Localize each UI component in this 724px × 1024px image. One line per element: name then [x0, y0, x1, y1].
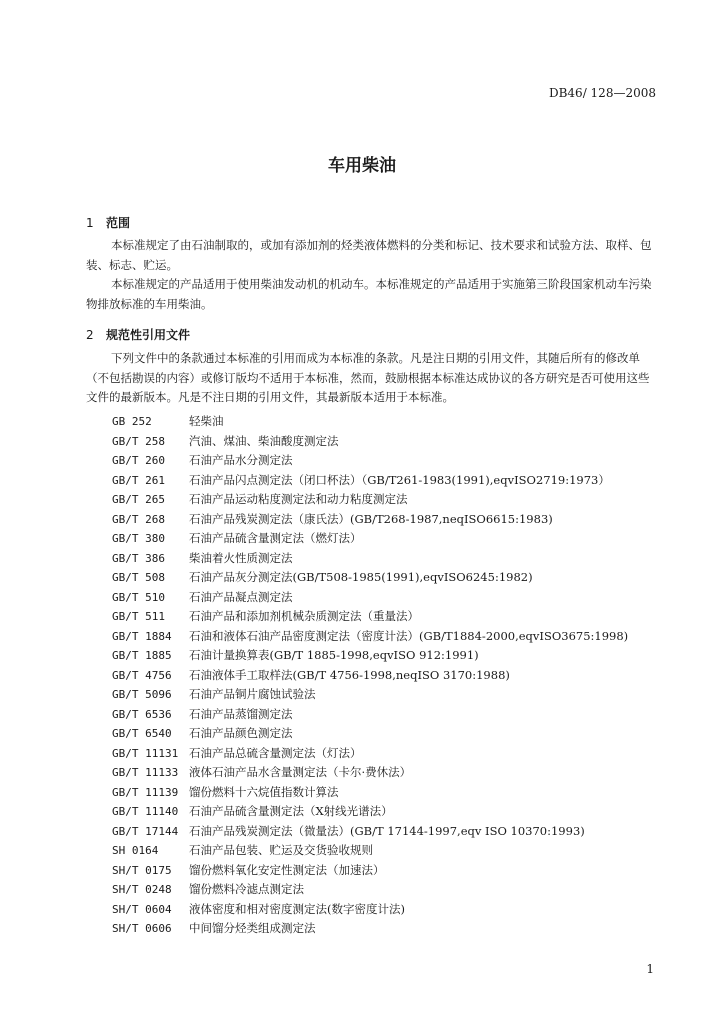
section-1-paragraph-2: 本标准规定的产品适用于使用柴油发动机的机动车。本标准规定的产品适用于实施第三阶段国家机动车污染物排放标准的车用柴油。	[86, 277, 652, 311]
page-number: 1	[646, 962, 654, 976]
reference-row	[112, 510, 672, 530]
reference-list	[112, 412, 672, 939]
reference-row	[112, 412, 672, 432]
section-1-title: 范围	[106, 216, 131, 230]
reference-title: 石油液体手工取样法(GB/T 4756-1998,neqISO 3170:1988)	[189, 667, 510, 682]
reference-row	[112, 627, 672, 647]
reference-code: SH/T 0175	[112, 863, 172, 877]
section-1-heading	[86, 214, 130, 231]
page-title: 车用柴油	[328, 156, 396, 176]
reference-title: 柴油着火性质测定法	[189, 550, 293, 565]
section-2-heading	[86, 326, 190, 343]
reference-code: GB/T 4756	[112, 668, 172, 682]
reference-title: 轻柴油	[189, 414, 224, 428]
reference-title: 石油产品颜色测定法	[189, 726, 293, 740]
reference-title: 馏份燃料冷滤点测定法	[189, 882, 304, 896]
section-2-paragraph: 下列文件中的条款通过本标准的引用而成为本标准的条款。凡是注日期的引用文件，其随后所有的修改单（不包括勘误的内容）或修订版均不适用于本标准，然而，鼓励根据本标准达成协议的各方研究是否可使用这些文件的最新版本。凡是不注日期的引用文件，其最新版本适用于本标准。	[86, 351, 650, 404]
reference-row	[112, 900, 672, 920]
reference-title: 馏份燃料氧化安定性测定法（加速法）	[189, 862, 385, 877]
reference-row	[112, 451, 672, 471]
reference-row	[112, 549, 672, 569]
section-2-title: 规范性引用文件	[106, 328, 191, 342]
reference-code: SH 0164	[112, 844, 159, 857]
reference-row	[112, 432, 672, 452]
reference-row	[112, 490, 672, 510]
reference-title: 石油产品灰分测定法(GB/T508-1985(1991),eqvISO6245:1982)	[189, 570, 533, 584]
reference-title: 中间馏分烃类组成测定法	[189, 921, 316, 935]
reference-code: GB/T 380	[112, 532, 165, 545]
reference-code: GB/T 6540	[112, 727, 172, 740]
reference-title: 石油计量换算表(GB/T 1885-1998,eqvISO 912:1991)	[189, 648, 479, 662]
reference-title: 石油产品蒸馏测定法	[189, 706, 293, 721]
reference-code: GB/T 261	[112, 473, 165, 487]
reference-row	[112, 763, 672, 783]
reference-row	[112, 471, 672, 491]
reference-title: 石油和液体石油产品密度测定法（密度计法）(GB/T1884-2000,eqvISO3675:1998)	[189, 628, 629, 643]
reference-row	[112, 685, 672, 705]
reference-row	[112, 861, 672, 881]
reference-code: GB/T 11140	[112, 805, 179, 818]
reference-code: GB/T 265	[112, 493, 165, 506]
reference-title: 石油产品凝点测定法	[189, 589, 293, 604]
reference-code: SH/T 0606	[112, 922, 172, 935]
reference-row	[112, 666, 672, 686]
reference-title: 石油产品硫含量测定法（X射线光谱法）	[189, 804, 393, 818]
reference-title: 石油产品残炭测定法（微量法）(GB/T 17144-1997,eqv ISO 10370:1993)	[189, 823, 585, 838]
reference-code: GB/T 1884	[112, 629, 172, 643]
reference-row	[112, 880, 672, 900]
reference-row	[112, 705, 672, 725]
reference-code: GB/T 6536	[112, 707, 172, 721]
reference-row	[112, 646, 672, 666]
reference-row	[112, 529, 672, 549]
reference-row	[112, 568, 672, 588]
reference-code: GB/T 1885	[112, 649, 172, 662]
reference-title: 石油产品残炭测定法（康氏法）(GB/T268-1987,neqISO6615:1983)	[189, 511, 553, 526]
reference-row	[112, 919, 672, 939]
reference-title: 液体石油产品水含量测定法（卡尔·费休法）	[189, 765, 412, 779]
reference-code: GB/T 510	[112, 590, 165, 604]
reference-title: 石油产品铜片腐蚀试验法	[189, 687, 316, 701]
reference-title: 石油产品总硫含量测定法（灯法）	[189, 745, 362, 760]
reference-code: GB/T 511	[112, 610, 165, 623]
reference-row	[112, 802, 672, 822]
reference-code: GB/T 11133	[112, 766, 179, 779]
reference-row	[112, 783, 672, 803]
reference-code: GB/T 508	[112, 571, 165, 584]
reference-title: 石油产品和添加剂机械杂质测定法（重量法）	[189, 609, 419, 623]
reference-title: 馏份燃料十六烷值指数计算法	[189, 784, 339, 799]
section-1-number: 1	[86, 216, 94, 230]
reference-code: GB/T 5096	[112, 688, 172, 701]
reference-code: GB/T 11139	[112, 785, 179, 799]
reference-title: 液体密度和相对密度测定法(数字密度计法)	[189, 901, 405, 916]
reference-code: GB/T 258	[112, 434, 165, 448]
reference-title: 石油产品闪点测定法（闭口杯法）（GB/T261-1983(1991),eqvISO2719:1973）	[189, 472, 610, 487]
reference-code: SH/T 0604	[112, 902, 172, 916]
reference-code: GB/T 17144	[112, 824, 179, 838]
reference-row	[112, 841, 672, 861]
reference-code: SH/T 0248	[112, 883, 172, 896]
reference-title: 石油产品运动粘度测定法和动力粘度测定法	[189, 492, 408, 506]
reference-row	[112, 588, 672, 608]
section-1-paragraph-1: 本标准规定了由石油制取的，或加有添加剂的烃类液体燃料的分类和标记、技术要求和试验方法、取样、包装、标志、贮运。	[86, 238, 652, 272]
reference-code: GB/T 386	[112, 551, 165, 565]
reference-code: GB/T 260	[112, 454, 165, 467]
reference-row	[112, 724, 672, 744]
reference-code: GB/T 268	[112, 512, 165, 526]
reference-title: 石油产品水分测定法	[189, 453, 293, 467]
reference-title: 汽油、煤油、柴油酸度测定法	[189, 433, 339, 448]
reference-title: 石油产品硫含量测定法（燃灯法）	[189, 531, 362, 545]
reference-row	[112, 822, 672, 842]
reference-row	[112, 744, 672, 764]
reference-title: 石油产品包装、贮运及交货验收规则	[189, 843, 373, 857]
reference-row	[112, 607, 672, 627]
reference-code: GB/T 11131	[112, 746, 179, 760]
document-number: DB46/ 128—2008	[548, 86, 656, 100]
reference-code: GB 252	[112, 415, 152, 428]
section-2-number: 2	[86, 328, 94, 342]
